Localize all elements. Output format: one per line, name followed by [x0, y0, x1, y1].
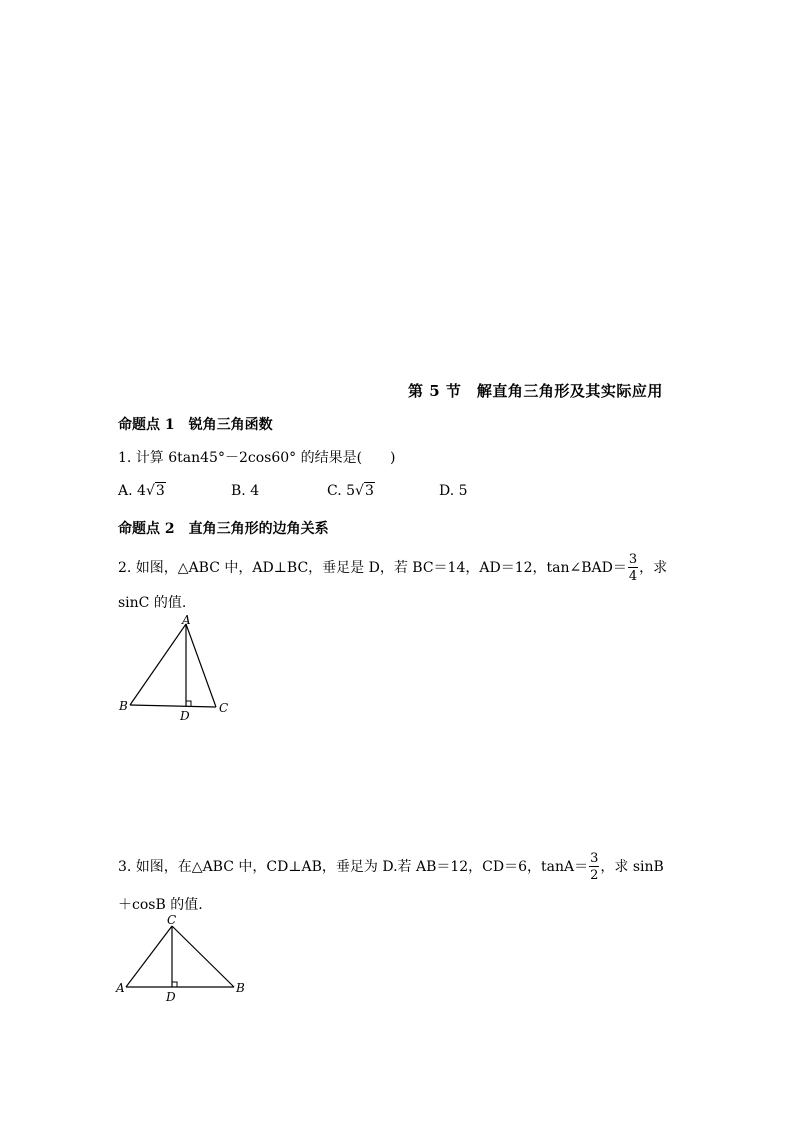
- right-angle-mark: [172, 982, 177, 987]
- question-2-fraction: [628, 553, 638, 583]
- option-d-label: D.: [439, 483, 459, 499]
- sqrt-icon: √: [355, 483, 364, 499]
- side-ac: [186, 624, 216, 707]
- option-c: [327, 483, 375, 499]
- label-a: A: [116, 981, 125, 995]
- option-b-value: 4: [250, 483, 260, 499]
- option-d: [439, 483, 468, 499]
- question-2-text-after: ，求: [639, 560, 668, 576]
- fraction-numerator: 3: [628, 552, 638, 567]
- option-c-sqrt: [355, 483, 375, 499]
- sqrt-icon: √: [145, 483, 155, 499]
- question-1-text: 1. 计算 6tan45°－2cos60° 的结果是( ): [118, 450, 396, 466]
- question-3-fraction: [589, 852, 599, 882]
- label-d: D: [180, 709, 190, 722]
- section-heading-1: 命题点 1 锐角三角函数: [118, 417, 273, 433]
- option-d-value: 5: [458, 483, 468, 499]
- option-a-label: A.: [118, 483, 138, 499]
- right-angle-mark: [186, 701, 191, 706]
- question-3-line-1: [118, 849, 664, 885]
- question-1-options: [118, 483, 518, 503]
- fraction-numerator: 3: [590, 851, 599, 866]
- option-b-label: B.: [231, 483, 251, 499]
- side-bc: [130, 705, 216, 707]
- triangle-figure-q3: [110, 912, 260, 1004]
- option-c-coef: 5: [346, 483, 356, 499]
- side-cb: [172, 926, 234, 987]
- page-title: 第 5 节 解直角三角形及其实际应用: [408, 382, 663, 400]
- side-ab: [130, 624, 186, 705]
- option-c-radicand: 3: [364, 483, 374, 499]
- question-2-line-2: sinC 的值.: [118, 595, 187, 611]
- question-3-line-2: ＋cosB 的值.: [118, 897, 203, 913]
- side-ca: [126, 926, 172, 987]
- fraction-denominator: 2: [590, 868, 599, 883]
- label-a: A: [182, 613, 191, 627]
- question-2-text-before: 2. 如图，△ABC 中，AD⊥BC，垂足是 D，若 BC＝14，AD＝12，tan∠BAD＝: [118, 560, 627, 576]
- question-3-text-after: ，求 sinB: [600, 859, 664, 875]
- option-b: [231, 483, 259, 499]
- label-c: C: [219, 701, 229, 715]
- label-d: D: [166, 990, 176, 1004]
- option-a-radicand: 3: [155, 483, 165, 499]
- triangle-figure-q2: [110, 612, 240, 722]
- question-3-text-before: 3. 如图，在△ABC 中，CD⊥AB，垂足为 D.若 AB＝12，CD＝6，tanA＝: [118, 859, 589, 875]
- question-2-line-1: [118, 550, 667, 586]
- option-a-coef: 4: [137, 483, 146, 499]
- label-b: B: [119, 699, 128, 713]
- option-a-sqrt: [146, 483, 166, 499]
- option-a: [118, 483, 166, 499]
- label-c: C: [167, 913, 177, 927]
- section-heading-2: 命题点 2 直角三角形的边角关系: [118, 521, 329, 537]
- option-c-label: C.: [327, 483, 347, 499]
- fraction-denominator: 4: [628, 569, 638, 584]
- label-b: B: [236, 981, 245, 995]
